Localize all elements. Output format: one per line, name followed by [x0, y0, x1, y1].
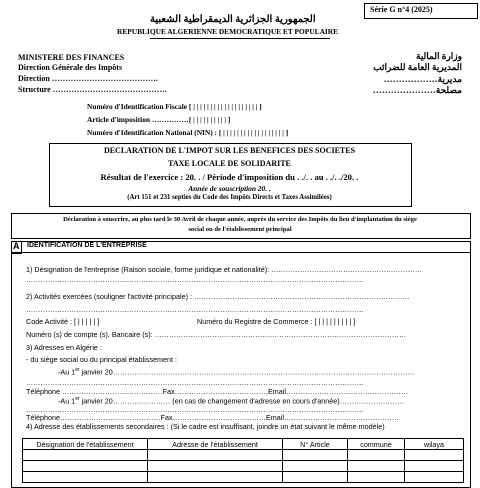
col-adresse: Adresse de l'établissement: [148, 439, 283, 450]
nin-field[interactable]: Numéro d'Identification National (NIN) : [ | | | | | | | | | | | | | | | | | | ]: [87, 128, 289, 137]
establishments-table: [22, 438, 464, 483]
col-wilaya: wilaya: [405, 439, 464, 450]
article-field[interactable]: Article d'imposition ……………[ | | | | | | | | | | ]: [87, 115, 231, 124]
section-a-title-rule: [11, 252, 470, 253]
notice-line2: social ou de l'établissement principal: [188, 226, 292, 233]
subscription-year[interactable]: Année de souscription 20. .: [188, 184, 271, 193]
table-row[interactable]: [23, 450, 464, 461]
table-row[interactable]: [23, 461, 464, 472]
structure-arabic: مصلحة…………………: [372, 85, 462, 95]
articles-reference: (Art 151 et 231 septies du Code des Impôts Directs et Taxes Assimilées): [127, 194, 332, 201]
addresses-heading: 3) Adresses en Algérie :: [26, 343, 102, 352]
header-divider: [150, 38, 330, 39]
col-commune: commune: [348, 439, 405, 450]
declaration-subtitle: TAXE LOCALE DE SOLIDARITE: [168, 159, 291, 168]
notice-line1: Déclaration à souscrire, au plus tard le 30 Avril de chaque année, auprès du service des Impôts du lieu d'implantation du siège: [63, 216, 417, 223]
code-activite-field[interactable]: Code Activité : [ | | | | | ]: [26, 317, 100, 326]
dgi-arabic: المديرية العامة للضرائب: [373, 62, 462, 72]
designation-field[interactable]: 1) Désignation de l'entreprise (Raison sociale, forme juridique et nationalité): ………………………………………………………: [26, 265, 423, 274]
ministry-arabic: وزارة المالية: [416, 51, 462, 61]
ministry-label: MINISTERE DES FINANCES: [18, 53, 125, 62]
republic-arabic: الجمهورية الجزائرية الديمقراطية الشعبية: [150, 14, 316, 25]
address-jan1-line2[interactable]: ……………………………………………………………………………………………………………………………: [26, 378, 364, 387]
siege-label: - du siège social ou du principal établissement :: [26, 355, 178, 364]
dgi-label: Direction Générale des Impôts: [18, 63, 123, 72]
structure-field: Structure …………………………………….: [18, 85, 167, 94]
declaration-title: DECLARATION DE L'IMPOT SUR LES BENEFICES DES SOCIETES: [103, 146, 356, 155]
registre-commerce-field[interactable]: Numéro du Registre de Commerce : [ | | | | | | | | | ]: [197, 317, 356, 326]
table-row[interactable]: [23, 472, 464, 483]
section-a-title: IDENTIFICATION DE L'ENTREPRISE: [27, 242, 147, 249]
table-header-row: [23, 439, 464, 450]
section-a-letter: A: [13, 241, 20, 251]
period-field[interactable]: Résultat de l'exercice : 20. . / Période d'imposition du . ./. . au . ./. ./20. .: [100, 172, 359, 182]
direction-arabic: مديرية………………: [383, 74, 462, 84]
address-jan1-field[interactable]: -Au 1er janvier 20………………………………………………………………………………………………………………: [58, 367, 415, 377]
designation-line2[interactable]: ……………………………………………………………………………………………………………………………: [26, 275, 364, 284]
address-change-field[interactable]: -Au 1er janvier 20…………………… (en cas de changement d'adresse en cours d'année)………………………: [58, 396, 405, 406]
bank-accounts-field[interactable]: Numéro (s) de compte (s), Bancaire (s): ……………………………………………………………………………………………: [26, 330, 407, 339]
phone-fax-email-2[interactable]: Téléphone……………………………………Fax…………………………………Email…………………………………………: [26, 413, 399, 422]
activities-field[interactable]: 2) Activités exercées (souligner l'activité principale) : ………………………………………………………………………………: [26, 292, 410, 301]
activities-line2[interactable]: ……………………………………………………………………………………………………………………………: [26, 305, 364, 314]
secondary-establishments-heading: 4) Adresse des établissements secondaires : (Si le cadre est insuffisant, joindre un état suivant le même modèle): [26, 422, 385, 431]
serie-label: Série G n°4 (2025): [370, 5, 433, 14]
nif-field[interactable]: Numéro d'Identification Fiscale [ | | | | | | | | | | | | | | | | | | | ]: [87, 102, 262, 111]
phone-fax-email-1[interactable]: Téléphone ……………………………………Fax…………………………………Email……………………………………………: [26, 387, 409, 396]
col-designation: Désignation de l'établissement: [23, 439, 148, 450]
address-change-line2[interactable]: ……………………………………………………………………………………………………………………………: [26, 405, 364, 414]
republic-french: REPUBLIQUE ALGERIENNE DEMOCRATIQUE ET POPULAIRE: [117, 27, 339, 36]
direction-field: Direction ………………………………….: [18, 74, 158, 83]
col-article: N° Article: [283, 439, 348, 450]
